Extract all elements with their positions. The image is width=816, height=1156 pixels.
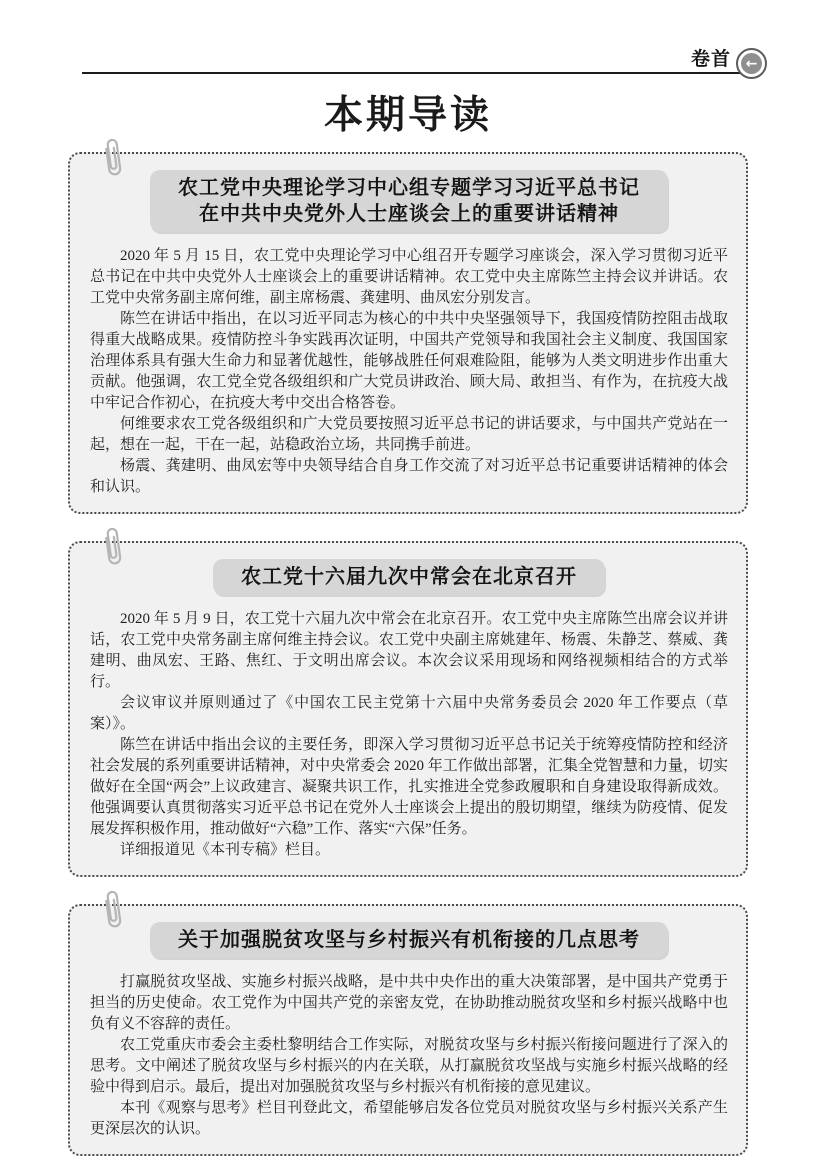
left-arrow-glyph: ← — [741, 53, 762, 74]
article-paragraph: 详细报道见《本刊专稿》栏目。 — [120, 842, 331, 858]
article-title-line: 在中共中央党外人士座谈会上的重要讲话精神 — [199, 203, 619, 225]
article-body — [90, 972, 728, 1140]
article-title-line: 关于加强脱贫攻坚与乡村振兴有机衔接的几点思考 — [178, 929, 640, 951]
article-box-3 — [68, 904, 748, 1156]
article-title-banner — [213, 559, 605, 595]
article-paragraph: 2020 年 5 月 9 日，农工党十六届九次中常会在北京召开。农工党中央主席陈竺出席会议并讲话，农工党中央常务副主席何维主持会议。农工党中央副主席姚建年、杨震、朱静芝、蔡威、龚建明、曲凤宏、王路、焦红、于文明出席会议。本次会议采用现场和网络视频相结合的方式举行。 — [90, 611, 728, 690]
article-title-line: 农工党十六届九次中常会在北京召开 — [241, 566, 577, 588]
article-title-banner — [150, 922, 668, 958]
page-title: 本期导读 — [323, 94, 492, 137]
article-paragraph: 本刊《观察与思考》栏目刊登此文，希望能够启发各位党员对脱贫攻坚与乡村振兴关系产生更深层次的认识。 — [90, 1100, 728, 1137]
paperclip-icon — [97, 522, 130, 576]
header-rule — [82, 72, 753, 74]
article-title-banner — [150, 170, 668, 232]
article-paragraph: 杨震、龚建明、曲凤宏等中央领导结合自身工作交流了对习近平总书记重要讲话精神的体会和认识。 — [90, 458, 728, 495]
article-paragraph: 会议审议并原则通过了《中国农工民主党第十六届中央常务委员会 2020 年工作要点（草案）》。 — [90, 695, 728, 732]
article-title-line: 农工党中央理论学习中心组专题学习习近平总书记 — [178, 177, 640, 199]
circled-left-arrow-icon[interactable] — [736, 48, 767, 79]
article-paragraph: 何维要求农工党各级组织和广大党员要按照习近平总书记的讲话要求，与中国共产党站在一起，想在一起，干在一起，站稳政治立场，共同携手前进。 — [90, 416, 728, 453]
article-box-1 — [68, 152, 748, 514]
article-paragraph: 陈竺在讲话中指出，在以习近平同志为核心的中共中央坚强领导下，我国疫情防控阻击战取得重大战略成果。疫情防控斗争实践再次证明，中国共产党领导和我国社会主义制度、我国国家治理体系具有强大生命力和显著优越性，能够战胜任何艰难险阻，能够为人类文明进步作出重大贡献。他强调，农工党全党各级组织和广大党员讲政治、顾大局、敢担当、有作为，在抗疫大战中牢记合作初心，在抗疫大考中交出合格答卷。 — [90, 311, 728, 411]
article-body — [90, 609, 728, 861]
article-box-2 — [68, 541, 748, 877]
section-label: 卷首 — [691, 49, 732, 70]
article-paragraph: 打赢脱贫攻坚战、实施乡村振兴战略，是中共中央作出的重大决策部署，是中国共产党勇于担当的历史使命。农工党作为中国共产党的亲密友党，在协助推动脱贫攻坚和乡村振兴战略中也负有义不容辞的责任。 — [90, 974, 728, 1032]
articles-list — [68, 152, 748, 1156]
article-body — [90, 246, 728, 498]
paperclip-icon — [97, 885, 130, 939]
article-paragraph: 2020 年 5 月 15 日，农工党中央理论学习中心组召开专题学习座谈会，深入学习贯彻习近平总书记在中共中央党外人士座谈会上的重要讲话精神。农工党中央主席陈竺主持会议并讲话。农工党中央常务副主席何维，副主席杨震、龚建明、曲凤宏分别发言。 — [90, 248, 728, 306]
page-header — [0, 0, 816, 152]
article-paragraph: 陈竺在讲话中指出会议的主要任务，即深入学习贯彻习近平总书记关于统筹疫情防控和经济社会发展的系列重要讲话精神，对中央常委会 2020 年工作做出部署，汇集全党智慧和力量，切实做好在全国“两会”上议政建言、凝聚共识工作，扎实推进全党参政履职和自身建设取得新成效。他强调要认真贯彻落实习近平总书记在党外人士座谈会上提出的殷切期望，继续为防疫情、促发展发挥积极作用，推动做好“六稳”工作、落实“六保”任务。 — [90, 737, 728, 837]
article-paragraph: 农工党重庆市委会主委杜黎明结合工作实际，对脱贫攻坚与乡村振兴衔接问题进行了深入的思考。文中阐述了脱贫攻坚与乡村振兴的内在关联，从打赢脱贫攻坚战与实施乡村振兴战略的经验中得到启示。最后，提出对加强脱贫攻坚与乡村振兴有机衔接的意见建议。 — [90, 1037, 728, 1095]
